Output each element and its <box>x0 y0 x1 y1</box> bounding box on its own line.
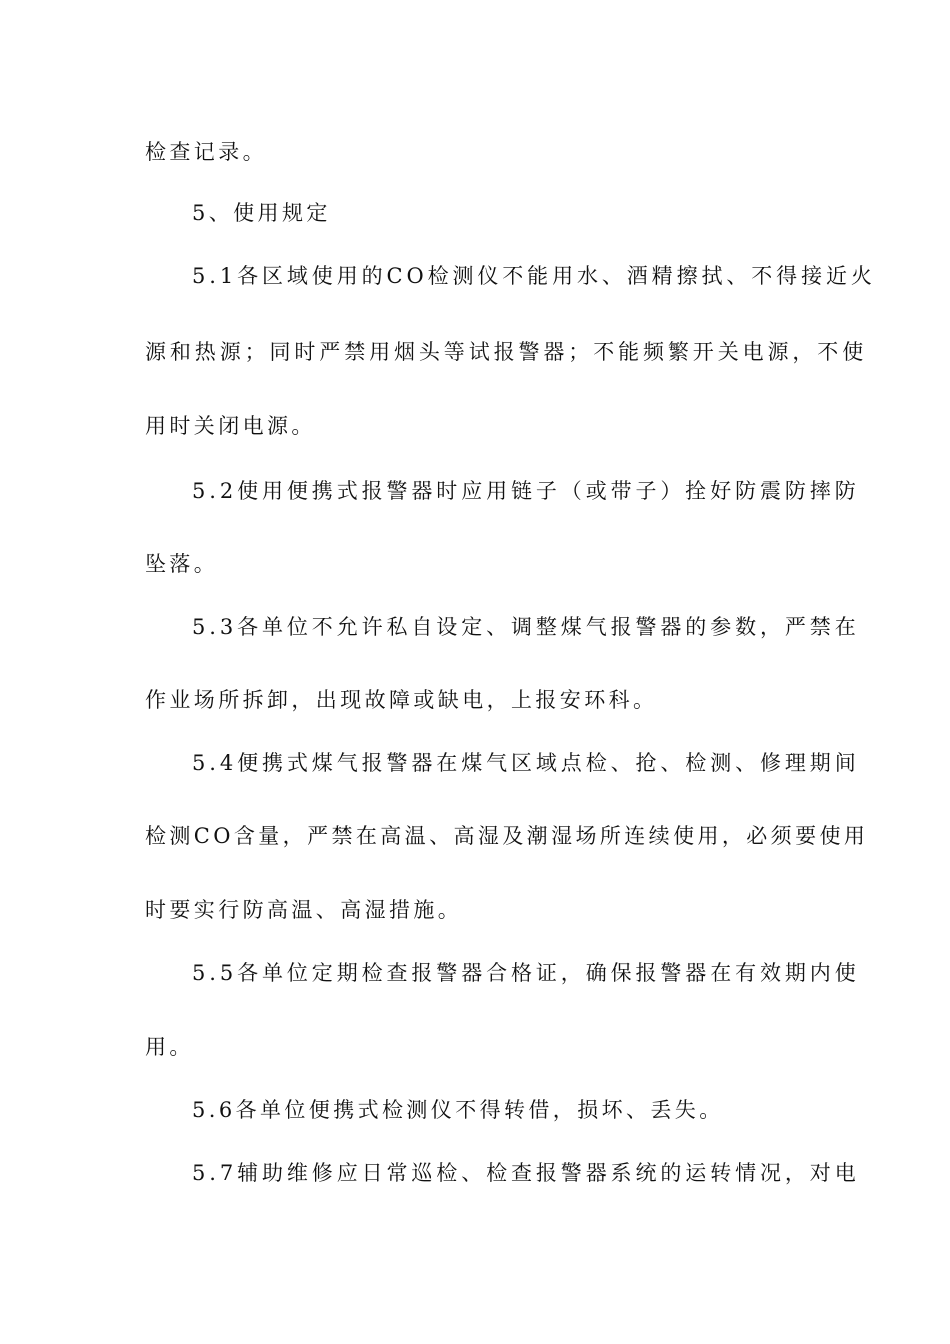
clause-5-1-line-3: 用时关闭电源。 <box>145 414 316 438</box>
clause-5-2-line-2: 坠落。 <box>145 552 219 576</box>
clause-5-2-line-1: 5.2使用便携式报警器时应用链子（或带子）拴好防震防摔防 <box>192 479 860 503</box>
clause-5-4-line-3: 时要实行防高温、高湿措施。 <box>145 898 463 922</box>
clause-5-3-line-2: 作业场所拆卸，出现故障或缺电，上报安环科。 <box>145 688 658 712</box>
clause-5-3-line-1: 5.3各单位不允许私自设定、调整煤气报警器的参数，严禁在 <box>192 615 860 639</box>
clause-5-4-line-1: 5.4便携式煤气报警器在煤气区域点检、抢、检测、修理期间 <box>192 751 860 775</box>
clause-5-6: 5.6各单位便携式检测仪不得转借，损坏、丢失。 <box>192 1098 724 1122</box>
clause-5-7-line-1: 5.7辅助维修应日常巡检、检查报警器系统的运转情况，对电 <box>192 1161 860 1185</box>
clause-5-1-line-1: 5.1各区域使用的CO检测仪不能用水、酒精擦拭、不得接近火 <box>192 264 876 288</box>
section-heading-usage-rules: 5、使用规定 <box>192 201 331 225</box>
clause-5-4-line-2: 检测CO含量，严禁在高温、高湿及潮湿场所连续使用，必须要使用 <box>145 824 869 848</box>
clause-5-1-line-2: 源和热源；同时严禁用烟头等试报警器；不能频繁开关电源，不使 <box>145 340 868 364</box>
clause-5-5-line-2: 用。 <box>145 1035 194 1059</box>
text-line-check-record: 检查记录。 <box>145 140 267 164</box>
clause-5-5-line-1: 5.5各单位定期检查报警器合格证，确保报警器在有效期内使 <box>192 961 860 985</box>
